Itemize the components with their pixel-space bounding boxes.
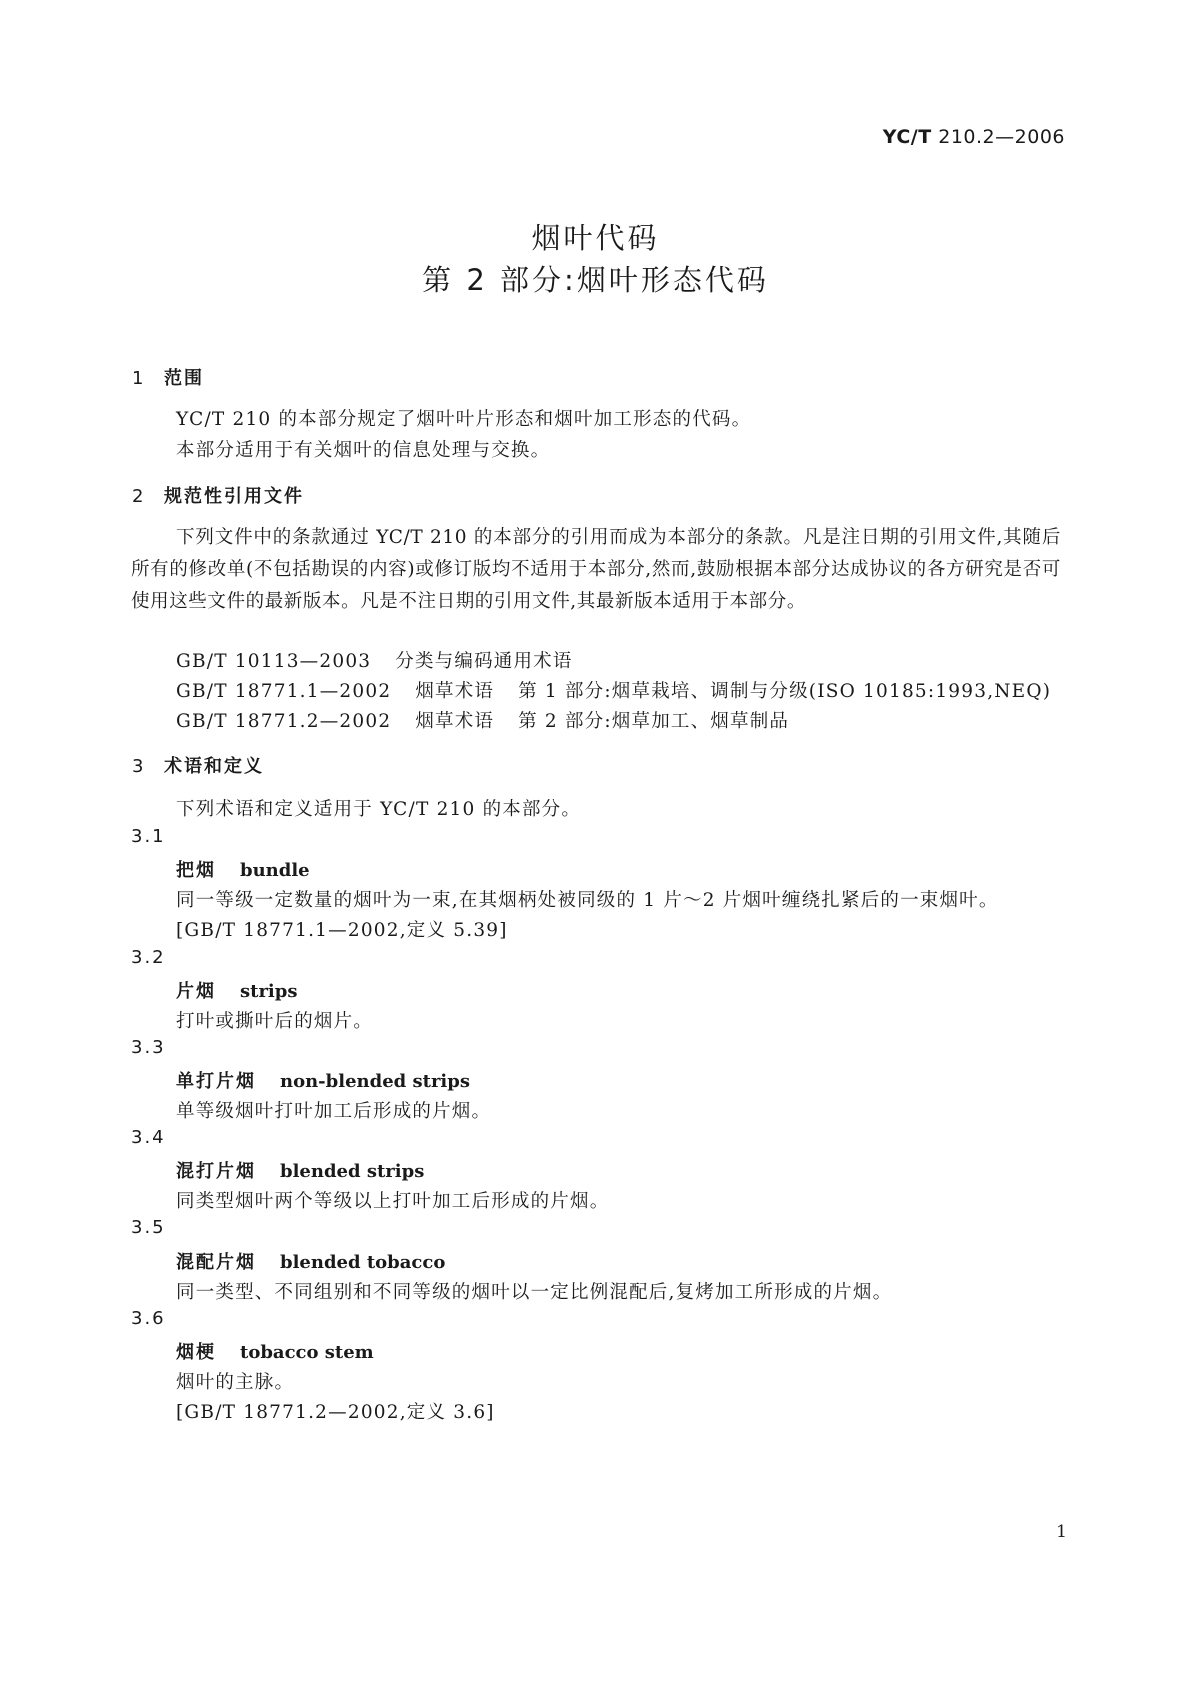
term-number: 3.1: [131, 826, 166, 847]
term-definition: 同一类型、不同组别和不同等级的烟叶以一定比例混配后,复烤加工所形成的片烟。: [176, 1282, 893, 1303]
term-definition: 单等级烟叶打叶加工后形成的片烟。: [176, 1101, 492, 1122]
reference-part: 第 2 部分:烟草加工、烟草制品: [518, 711, 790, 732]
section-number: 2: [132, 486, 146, 507]
term-heading: [176, 977, 298, 1003]
section-3-heading: [132, 752, 264, 778]
section-number: 3: [132, 756, 146, 777]
standard-code: [883, 126, 1065, 148]
term-zh: 片烟: [176, 981, 216, 1002]
section-title: 范围: [164, 368, 204, 389]
term-zh: 把烟: [176, 860, 216, 881]
term-heading: [176, 856, 310, 882]
document-title: 烟叶代码: [531, 221, 660, 255]
standard-code-prefix: YC/T: [882, 126, 932, 148]
reference-code: GB/T 18771.2—2002: [176, 711, 392, 732]
term-zh: 烟梗: [176, 1342, 216, 1363]
term-number: 3.5: [131, 1217, 166, 1238]
term-en: blended tobacco: [280, 1252, 446, 1273]
reference-part: 第 1 部分:烟草栽培、调制与分级(ISO 10185:1993,NEQ): [518, 681, 1052, 702]
term-en: bundle: [240, 860, 310, 881]
section-title: 规范性引用文件: [164, 486, 304, 507]
section-1-paragraph: YC/T 210 的本部分规定了烟叶叶片形态和烟叶加工形态的代码。: [176, 409, 752, 430]
term-number: 3.2: [131, 947, 166, 968]
term-number: 3.6: [131, 1308, 166, 1329]
term-heading: [176, 1067, 470, 1093]
standard-code-number: 210.2—2006: [938, 126, 1065, 148]
term-definition: 烟叶的主脉。: [176, 1372, 295, 1393]
reference-title: 分类与编码通用术语: [395, 651, 573, 672]
document-subtitle: 第 2 部分:烟叶形态代码: [422, 263, 769, 297]
reference-item: [176, 677, 1051, 703]
term-number: 3.3: [131, 1037, 166, 1058]
section-1-paragraph: 本部分适用于有关烟叶的信息处理与交换。: [176, 440, 551, 461]
section-title: 术语和定义: [164, 756, 264, 777]
section-2-paragraph: 下列文件中的条款通过 YC/T 210 的本部分的引用而成为本部分的条款。凡是注日期的引用文件,其随后所有的修改单(不包括勘误的内容)或修订版均不适用于本部分,然而,鼓励根据本部分达成协议的各方研究是否可使用这些文件的最新版本。凡是不注日期的引用文件,其最新版本适用于本部分。: [131, 527, 1061, 612]
section-2-heading: [132, 482, 304, 508]
reference-code: GB/T 18771.1—2002: [176, 681, 392, 702]
term-en: blended strips: [280, 1161, 425, 1182]
term-heading: [176, 1248, 445, 1274]
term-source: [GB/T 18771.2—2002,定义 3.6]: [176, 1402, 495, 1423]
reference-code: GB/T 10113—2003: [176, 651, 372, 672]
term-heading: [176, 1157, 424, 1183]
term-en: tobacco stem: [240, 1342, 374, 1363]
section-number: 1: [132, 368, 146, 389]
page-number: 1: [1056, 1522, 1067, 1542]
reference-item: [176, 647, 573, 673]
term-zh: 混配片烟: [176, 1252, 256, 1273]
term-definition: 打叶或撕叶后的烟片。: [176, 1011, 374, 1032]
term-number: 3.4: [131, 1127, 166, 1148]
term-zh: 混打片烟: [176, 1161, 256, 1182]
reference-title: 烟草术语: [415, 711, 495, 732]
term-definition: 同类型烟叶两个等级以上打叶加工后形成的片烟。: [176, 1191, 610, 1212]
term-source: [GB/T 18771.1—2002,定义 5.39]: [176, 920, 508, 941]
reference-item: [176, 707, 789, 733]
term-en: strips: [240, 981, 298, 1002]
term-en: non-blended strips: [280, 1071, 470, 1092]
term-definition: 同一等级一定数量的烟叶为一束,在其烟柄处被同级的 1 片～2 片烟叶缠绕扎紧后的一束烟叶。: [176, 890, 999, 911]
section-1-heading: [132, 364, 204, 390]
reference-title: 烟草术语: [415, 681, 495, 702]
section-3-intro: 下列术语和定义适用于 YC/T 210 的本部分。: [176, 799, 582, 820]
term-heading: [176, 1338, 374, 1364]
term-zh: 单打片烟: [176, 1071, 256, 1092]
